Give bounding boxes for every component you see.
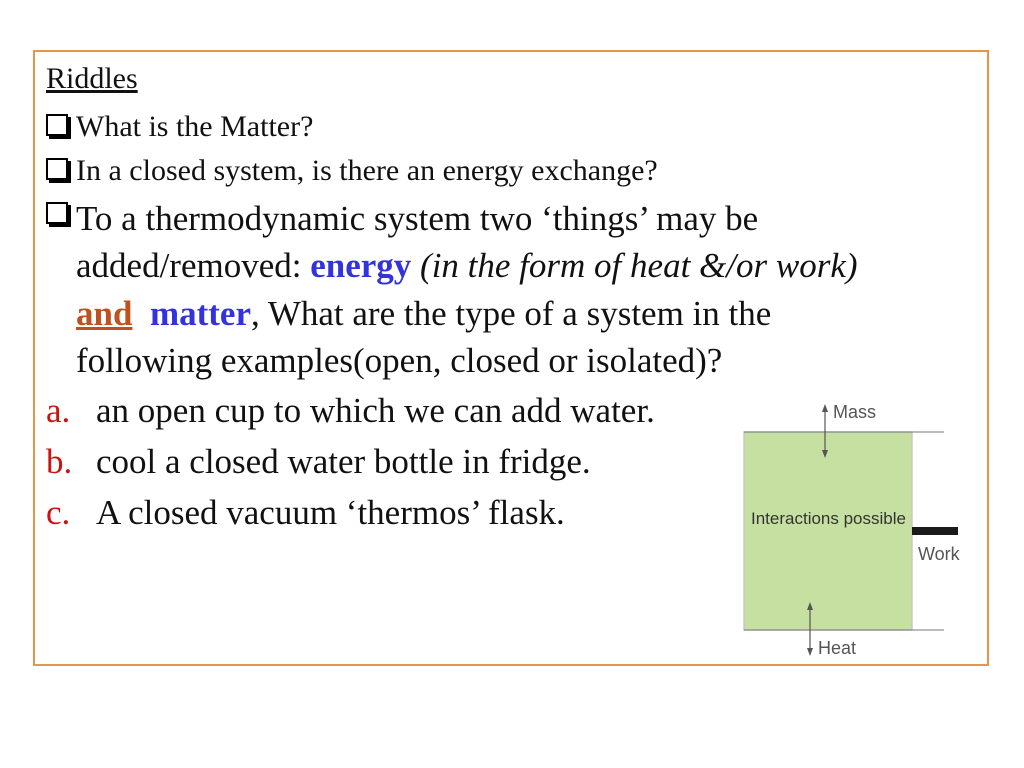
system-box [744,432,912,630]
slide-title: Riddles [46,62,138,95]
bullet-continuation-line-1 [76,246,858,286]
bullet-question-3 [46,199,758,239]
bullet-text: In a closed system, is there an energy exchange? [76,154,658,187]
bullet-text: What is the Matter? [76,110,314,143]
checkbox-bullet-icon [46,158,68,180]
bullet-continuation-line-3: following examples(open, closed or isolated)? [76,341,723,380]
text-system-type-question: , What are the type of a system in the [250,294,772,333]
text-added-removed: added/removed: [76,246,311,285]
item-label: c. [46,493,71,532]
item-text: cool a closed water bottle in fridge. [96,442,591,481]
highlight-energy: energy [310,246,412,285]
item-text: A closed vacuum ‘thermos’ flask. [96,493,565,532]
bullet-text: To a thermodynamic system two ‘things’ may be [76,199,759,238]
list-item [46,442,591,482]
item-label: b. [46,442,73,481]
work-shaft [912,527,958,535]
highlight-matter: matter [149,294,251,333]
interactions-label: Interactions possible [751,509,906,528]
text-form-of-heat-work: (in the form of heat &/or work) [411,246,858,285]
item-label: a. [46,391,71,430]
bullet-question-2 [46,154,658,188]
mass-label: Mass [833,402,877,422]
checkbox-bullet-icon [46,114,68,136]
bullet-continuation-line-2 [76,294,771,334]
heat-label: Heat [818,638,857,658]
work-label: Work [918,544,960,564]
checkbox-bullet-icon [46,202,68,224]
list-item [46,391,655,431]
item-text: an open cup to which we can add water. [96,391,655,430]
bullet-question-1 [46,110,313,144]
highlight-and: and [76,294,133,333]
list-item [46,493,565,533]
closed-system-diagram [738,400,978,662]
